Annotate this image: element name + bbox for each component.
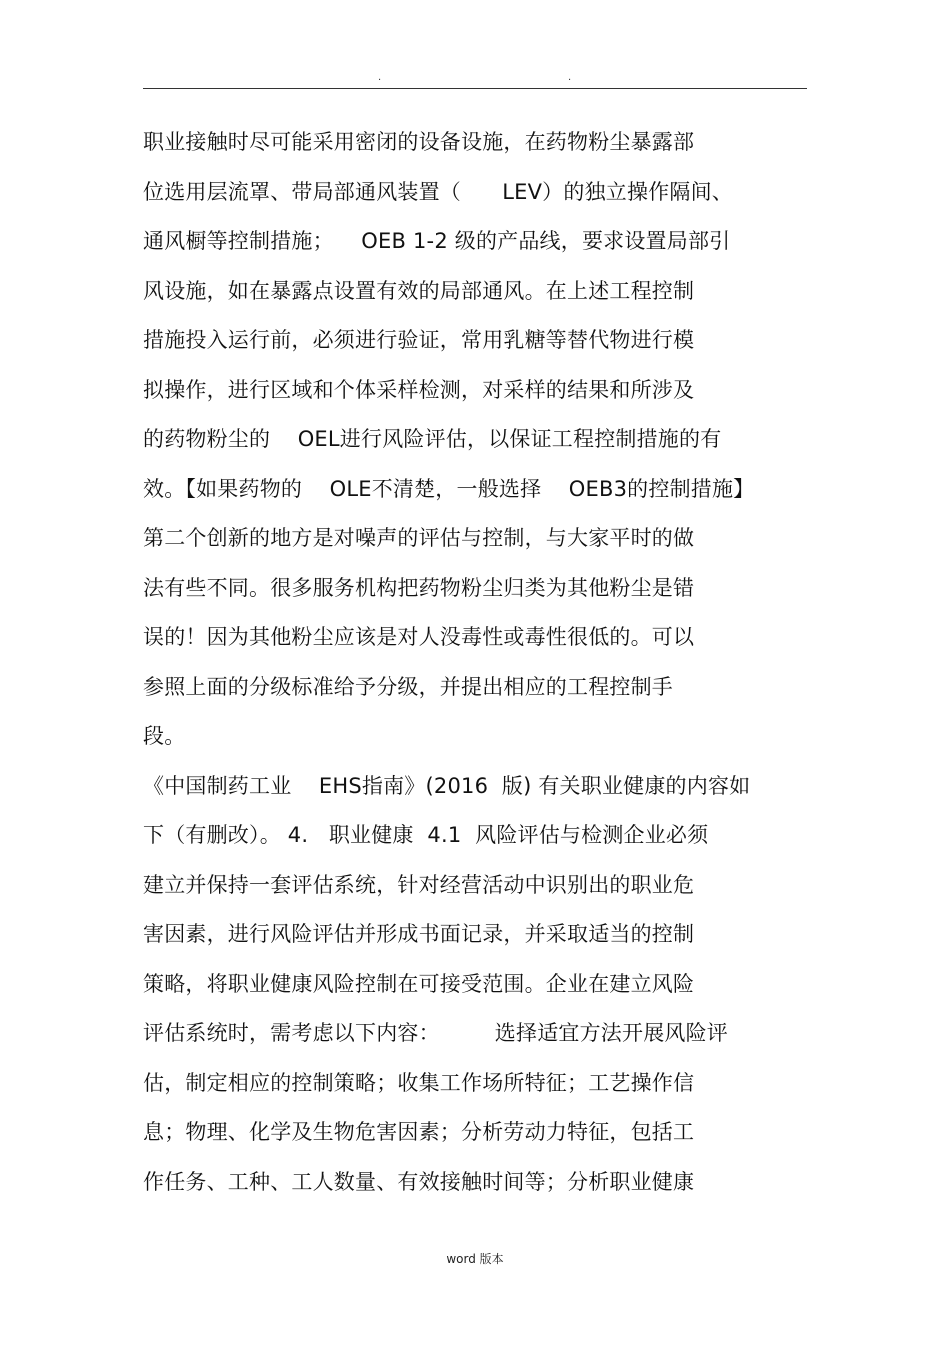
text-line: 建立并保持一套评估系统，针对经营活动中识别出的职业危 [143,872,695,897]
text-line: 职业接触时尽可能采用密闭的设备设施，在药物粉尘暴露部 [143,130,695,154]
text-line: 位选用层流罩、带局部通风装置（ LEV）的独立操作隔间、 [143,179,733,204]
text-line: 第二个创新的地方是对噪声的评估与控制，与大家平时的做 [143,526,695,550]
text-line: 评估系统时，需考虑以下内容： 选择适宜方法开展风险评 [143,1021,728,1045]
text-line: 息；物理、化学及生物危害因素；分析劳动力特征，包括工 [143,1120,695,1144]
text-line: 风设施，如在暴露点设置有效的局部通风。在上述工程控制 [143,278,695,303]
text-line: 《中国制药工业 EHS指南》(2016 版) 有关职业健康的内容如 [143,773,751,798]
text-line: 误的！因为其他粉尘应该是对人没毒性或毒性很低的。可以 [143,625,695,649]
text-line: 拟操作，进行区域和个体采样检测，对采样的结果和所涉及 [143,377,695,402]
text-line: 法有些不同。很多服务机构把药物粉尘归类为其他粉尘是错 [143,575,695,600]
text-line: 通风橱等控制措施； OEB 1-2 级的产品线，要求设置局部引 [143,229,731,253]
header-dot-right: . [568,72,572,83]
page-footer: word 版本 [446,1252,504,1266]
header-dot-left: . [378,72,382,83]
text-line: 效。【如果药物的 OLE不清楚，一般选择 OEB3的控制措施】 [143,476,755,501]
text-line: 措施投入运行前，必须进行验证，常用乳糖等替代物进行模 [143,328,695,352]
text-line: 段。 [143,724,186,748]
text-line: 的药物粉尘的 OEL进行风险评估，以保证工程控制措施的有 [143,427,722,451]
text-line: 作任务、工种、工人数量、有效接触时间等；分析职业健康 [143,1169,695,1194]
text-line: 参照上面的分级标准给予分级，并提出相应的工程控制手 [143,674,673,699]
header-rule [143,88,807,89]
text-line: 下（有删改）。 4. 职业健康 4.1 风险评估与检测企业必须 [143,823,709,847]
text-line: 估，制定相应的控制策略；收集工作场所特征；工艺操作信 [143,1070,695,1095]
text-line: 害因素，进行风险评估并形成书面记录，并采取适当的控制 [143,922,695,946]
text-line: 策略，将职业健康风险控制在可接受范围。企业在建立风险 [143,971,695,996]
